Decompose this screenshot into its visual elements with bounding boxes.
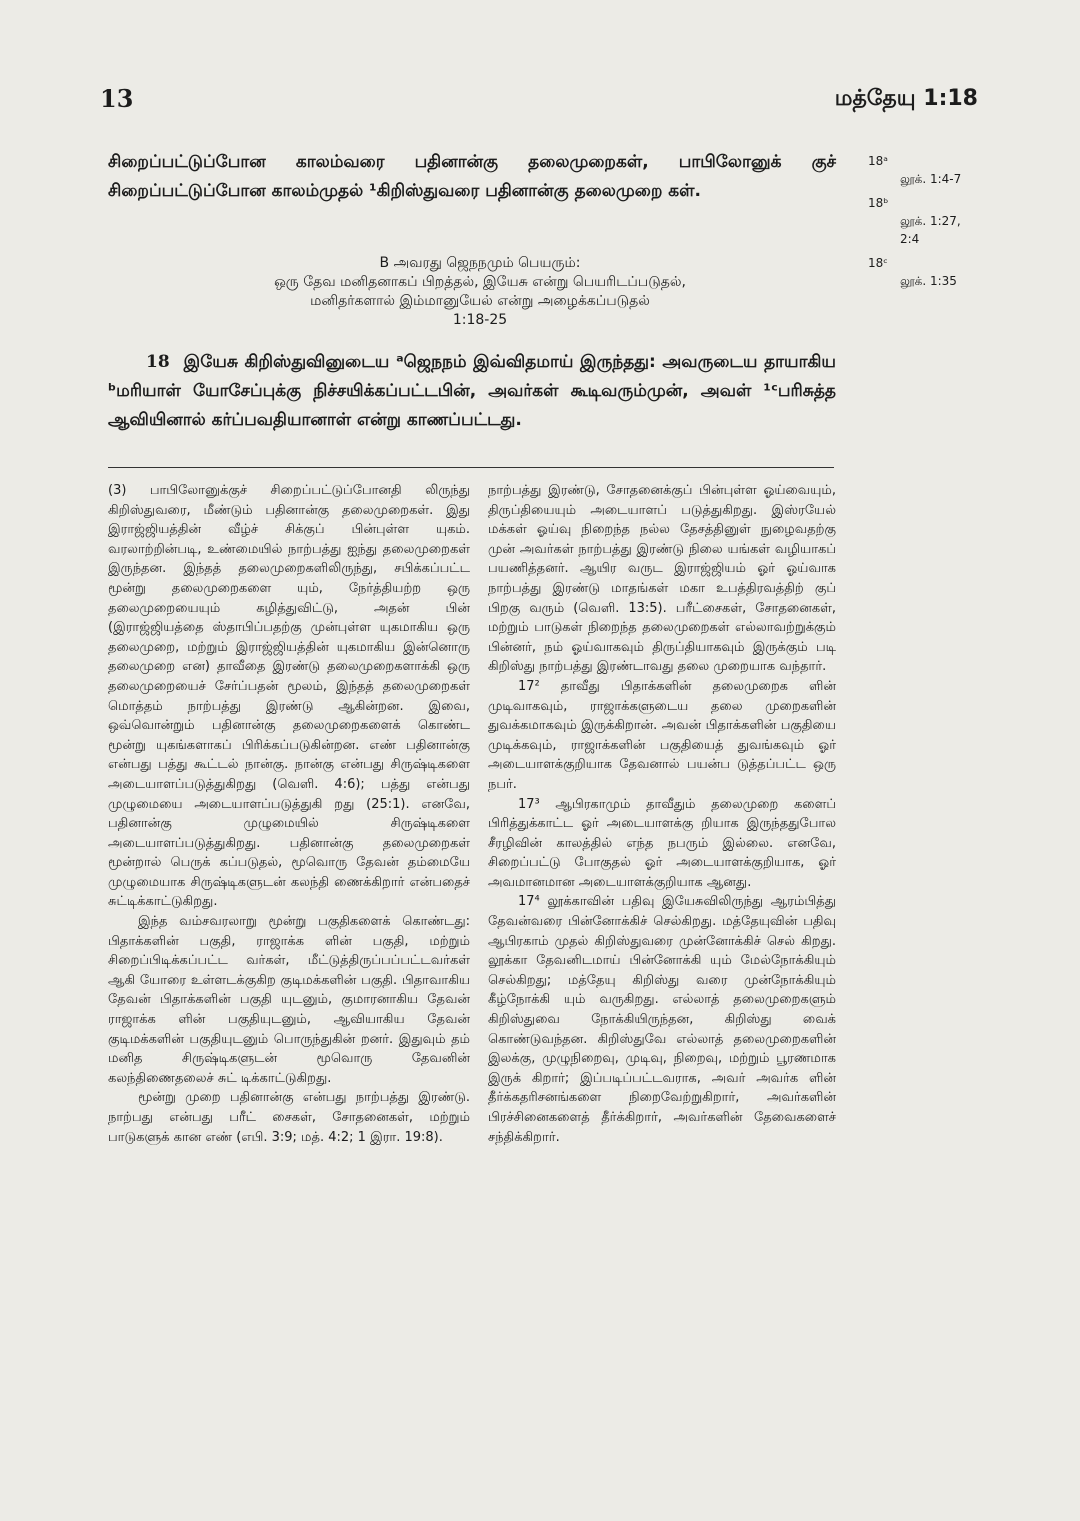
verse-number: 18 xyxy=(146,352,170,372)
commentary-paragraph: நாற்பத்து இரண்டு, சோதனைக்குப் பின்புள்ள ஓய்வையும், திருப்தியையும் அடையாளப் படுத்துகிறது. இஸ்ரயேல் மக்கள் ஓய்வு நிறைந்த நல்ல தேசத்தினுள் நுழைவதற்கு முன் அவர்கள் நாற்பத்து இரண்டு நிலை யங்கள் வழியாகப் பயணித்தனர். ஆயிர வருட இராஜ்ஜியம் ஓர் ஓய்வாக நாற்பத்து இரண்டு மாதங்கள் மகா உபத்திரவத்திற் குப் பிறகு வரும் (வெளி. 13:5). பரீட்சைகள், சோதனைகள், மற்றும் பாடுகள் நிறைந்த தலைமுறைகள் எல்லாவற்றுக்கும் பின்னர், நம் ஓய்வாகவும் திருப்தியாகவும் இருக்கும் படி கிறிஸ்து நாற்பத்து இரண்டாவது தலை முறையாக வந்தார். xyxy=(488,483,836,675)
intro-paragraph: சிறைப்பட்டுப்போன காலம்வரை பதினான்கு தலைமுறைகள், பாபிலோனுக் குச் சிறைப்பட்டுப்போன காலம்முதல் ¹கிறிஸ்துவரை பதினான்கு தலைமுறை கள். xyxy=(108,152,836,201)
cross-ref-target: லூக். 1:35 xyxy=(900,274,957,288)
section-heading-line: ஒரு தேவ மனிதனாகப் பிறத்தல், இயேசு என்று பெயரிடப்படுதல், xyxy=(274,274,686,290)
cross-ref-num: 18ᶜ xyxy=(868,256,888,270)
commentary-right-column xyxy=(488,481,836,1147)
cross-ref-target: லூக். 1:27, 2:4 xyxy=(900,214,961,246)
cross-ref-num: 18ᵇ xyxy=(868,196,889,210)
page-number: 13 xyxy=(100,84,134,113)
cross-ref-item xyxy=(868,152,978,188)
section-heading-ref: 1:18-25 xyxy=(452,312,508,328)
section-heading-line: B அவரது ஜெநநமும் பெயரும்: xyxy=(379,255,581,271)
commentary-paragraph: 17⁴ லூக்காவின் பதிவு இயேசுவிலிருந்து ஆரம்பித்து தேவன்வரை பின்னோக்கிச் செல்கிறது. மத்தேயுவின் பதிவு ஆபிரகாம் முதல் கிறிஸ்துவரை முன்னோக்கிச் செல் கிறது. லூக்கா தேவனிடமாய் பின்னோக்கி யும் மேல்நோக்கியும் செல்கிறது; மத்தேயு கிறிஸ்து வரை முன்நோக்கியும் கீழ்நோக்கி யும் வருகிறது. எல்லாத் தலைமுறைகளும் கிறிஸ்துவை நோக்கியிருந்தன, கிறிஸ்து வைக் கொண்டுவந்தன. கிறிஸ்துவே எல்லாத் தலைமுறைகளின் இலக்கு, முழுநிறைவு, முடிவு, நிறைவு, மற்றும் பூரணமாக இருக் கிறார்; இப்படிப்பட்டவராக, அவர் அவர்க ளின் தீர்க்கதரிசனங்களை நிறைவேற்றுகிறார், அவர்களின் பிரச்சினைகளைத் தீர்க்கிறார், அவர்களின் தேவைகளைச் சந்திக்கிறார். xyxy=(488,894,836,1145)
verse-text: இயேசு கிறிஸ்துவினுடைய ᵃஜெநநம் இவ்விதமாய் இருந்தது: அவருடைய தாயாகிய ᵇமரியாள் யோசேப்புக்கு நிச்சயிக்கப்பட்டபின், அவர்கள் கூடிவரும்முன், அவள் ¹ᶜபரிசுத்த ஆவியினால் கர்ப்பவதியானாள் என்று காணப்பட்டது. xyxy=(108,352,836,430)
cross-ref-target: லூக். 1:4-7 xyxy=(900,172,962,186)
cross-ref-item xyxy=(868,194,978,248)
commentary-paragraph: மூன்று முறை பதினான்கு என்பது நாற்பத்து இரண்டு. நாற்பது என்பது பரீட் சைகள், சோதனைகள், மற்றும் பாடுகளுக் கான எண் (எபி. 3:9; மத். 4:2; 1 இரா. 19:8). xyxy=(108,1090,470,1145)
cross-ref-item xyxy=(868,254,978,290)
commentary-left-column xyxy=(108,481,470,1147)
commentary-paragraph: 17² தாவீது பிதாக்களின் தலைமுறைக ளின் முடிவாகவும், ராஜாக்களுடைய தலை முறைகளின் துவக்கமாகவும் இருக்கிறான். அவன் பிதாக்களின் பகுதியை முடிக்கவும், ராஜாக்களின் பகுதியைத் துவங்கவும் ஓர் அடையாளக்குறியாக தேவனால் பயன்ப டுத்தப்பட்ட ஒரு நபர். xyxy=(488,678,836,792)
commentary-paragraph: இந்த வம்சவரலாறு மூன்று பகுதிகளைக் கொண்டது: பிதாக்களின் பகுதி, ராஜாக்க ளின் பகுதி, மற்றும் சிறைப்பிடிக்கப்பட்ட வர்கள், மீட்டுத்திருப்பப்பட்டவர்கள் ஆகி யோரை உள்ளடக்குகிற குடிமக்களின் பகுதி. பிதாவாகிய தேவன் பிதாக்களின் பகுதி யுடனும், குமாரனாகிய தேவன் ராஜாக்க ளின் பகுதியுடனும், ஆவியாகிய தேவன் குடிமக்களின் பகுதியுடனும் பொருந்துகின் றனர். இதுவும் தம் மனித சிருஷ்டிகளுடன் மூவொரு தேவனின் கலந்திணைதலைச் சுட் டிக்காட்டுகிறது. xyxy=(108,914,470,1086)
cross-references xyxy=(868,152,978,296)
cross-ref-num: 18ᵃ xyxy=(868,154,888,168)
divider xyxy=(108,467,834,468)
section-heading xyxy=(160,254,800,330)
verse-paragraph xyxy=(108,348,836,435)
commentary-paragraph: 17³ ஆபிரகாமும் தாவீதும் தலைமுறை களைப் பிரித்துக்காட்ட ஓர் அடையாளக்கு றியாக இருந்ததுபோல சீரழிவின் காலத்தில் எந்த நபரும் இல்லை. எனவே, சிறைப்பட்டு போகுதல் ஓர் அடையாளக்குறியாக, ஓர் அவமானமான அடையாளக்குறியாக ஆனது. xyxy=(488,796,836,890)
chapter-reference: மத்தேயு 1:18 xyxy=(834,86,978,111)
section-heading-line: மனிதர்களால் இம்மானுயேல் என்று அழைக்கப்படுதல் xyxy=(310,293,650,309)
commentary-paragraph: (3) பாபிலோனுக்குச் சிறைப்பட்டுப்போனதி லிருந்து கிறிஸ்துவரை, மீண்டும் பதினான்கு தலைமுறைகள். இது இராஜ்ஜியத்தின் வீழ்ச் சிக்குப் பின்புள்ள யுகம். வரலாற்றின்படி, உண்மையில் நாற்பத்து ஐந்து தலைமுறைகள் இருந்தன. இந்தத் தலைமுறைகளிலிருந்து, சபிக்கப்பட்ட மூன்று தலைமுறைகளை யும், நேர்த்தியற்ற ஒரு தலைமுறையையும் கழித்துவிட்டு, அதன் பின் (இராஜ்ஜியத்தை ஸ்தாபிப்பதற்கு முன்புள்ள யுகமாகிய ஒரு தலைமுறை, மற்றும் இராஜ்ஜியத்தின் யுகமாகிய இன்னொரு தலைமுறை என) தாவீதை இரண்டு தலைமுறைகளாக்கி ஒரு தலைமுறையைச் சேர்ப்பதன் மூலம், இந்தத் தலைமுறைகள் மொத்தம் நாற்பத்து இரண்டு ஆகின்றன. இவை, ஒவ்வொன்றும் பதினான்கு தலைமுறைகளைக் கொண்ட மூன்று யுகங்களாகப் பிரிக்கப்படுகின்றன. எண் பதினான்கு என்பது பத்து கூட்டல் நான்கு. நான்கு என்பது சிருஷ்டிகளை அடையாளப்படுத்துகிறது (வெளி. 4:6); பத்து என்பது முழுமையை அடையாளப்படுத்துகி றது (25:1). எனவே, பதினான்கு முழுமையில் சிருஷ்டிகளை அடையாளப்படுத்துகிறது. பதினான்கு தலைமுறைகள் மூன்றால் பெருக் கப்படுதல், மூவொரு தேவன் தம்மையே முழுமையாக சிருஷ்டிகளுடன் கலந்தி ணைக்கிறார் என்பதைச் சுட்டிக்காட்டுகிறது. xyxy=(108,483,470,910)
